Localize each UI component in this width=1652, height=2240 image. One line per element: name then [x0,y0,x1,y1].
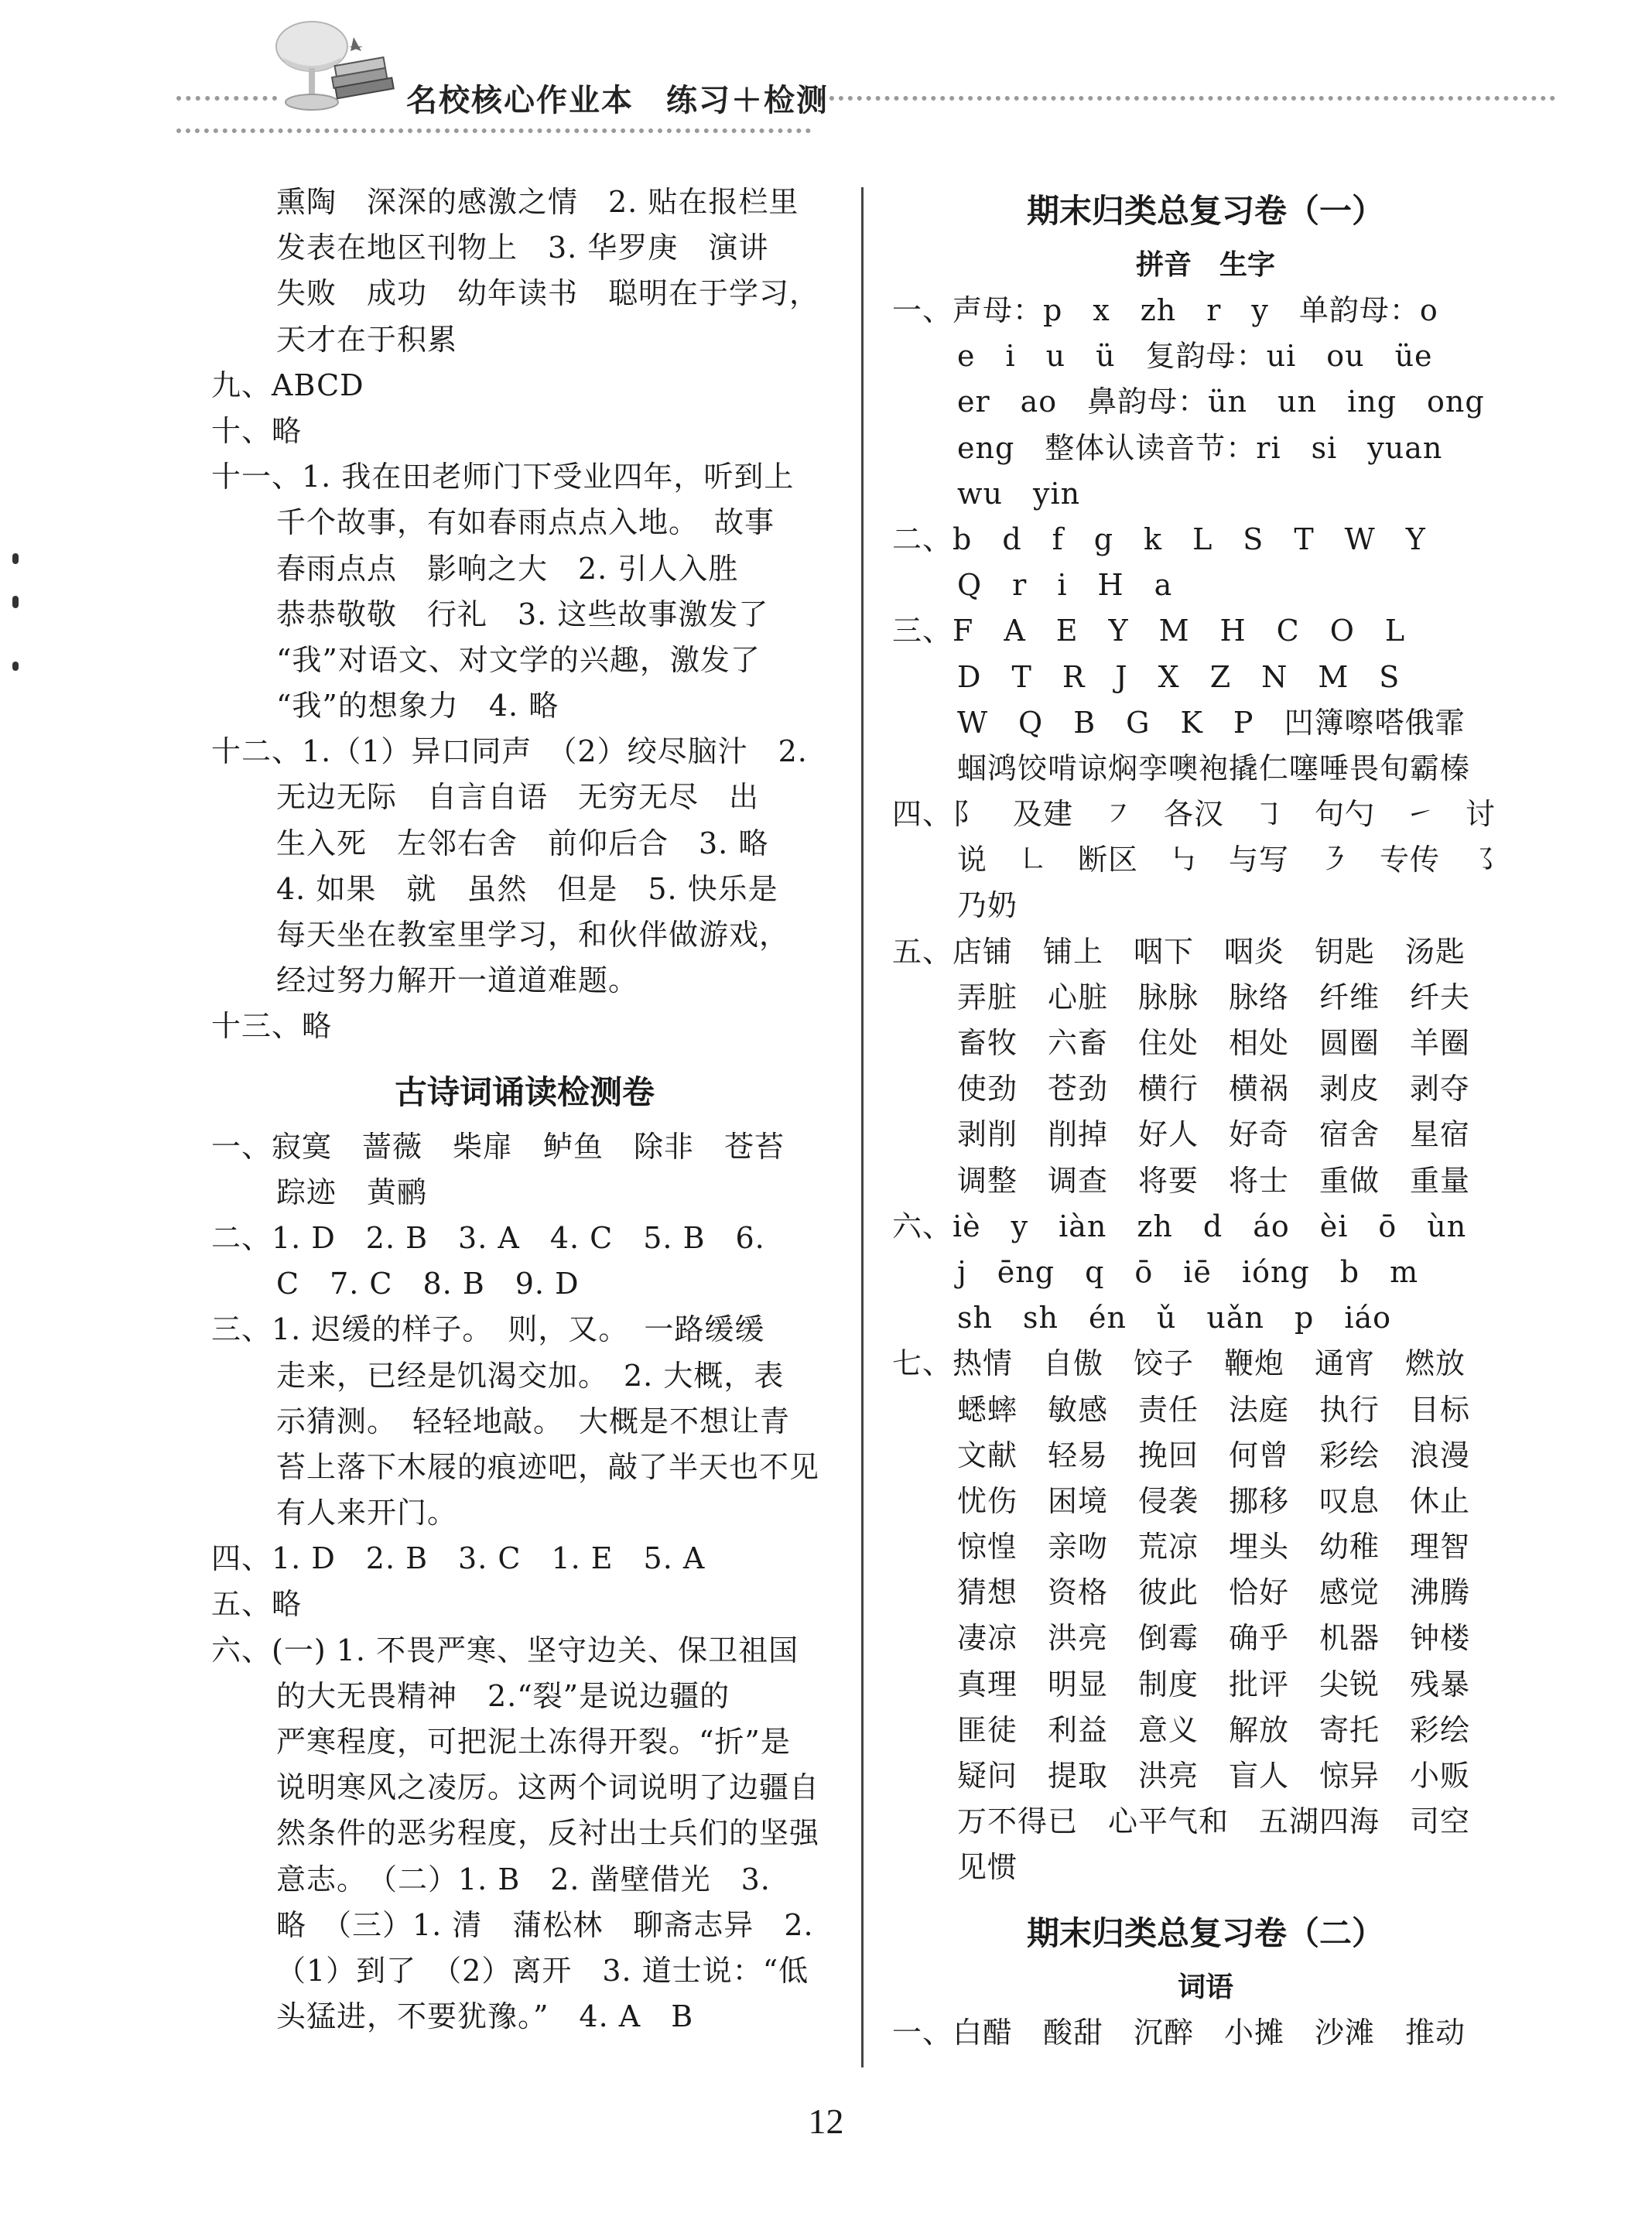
answer-line: 文献 轻易 挽回 何曾 彩绘 浪漫 [957,1438,1471,1472]
right-column [892,180,1519,2056]
answer-line: 略 （三）1. 清 蒲松林 聊斋志异 2. [276,1907,814,1942]
header-title: 名校核心作业本 练习＋检测 [406,83,829,118]
answer-line: 二、1. D 2. B 3. A 4. C 5. B 6. [211,1220,765,1255]
answer-line: 意志。 （二）1. B 2. 凿壁借光 3. [276,1862,771,1896]
answer-line: 惊惶 亲吻 荒凉 埋头 幼稚 理智 [957,1530,1471,1565]
section-title: 古诗词诵读检测卷 [394,1072,655,1111]
answer-line: 六、(一) 1. 不畏严寒、坚守边关、保卫祖国 [211,1633,799,1667]
answer-line: 四、1. D 2. B 3. C 1. E 5. A [211,1541,706,1576]
header-dotted-rule-right [820,96,1555,101]
answer-line: 使劲 苍劲 横行 横祸 剥皮 剥夺 [957,1072,1471,1106]
answer-line: 示猜测。 轻轻地敲。 大概是不想让青 [276,1404,791,1438]
answer-line: 头猛进，不要犹豫。” 4. A B [276,1999,694,2034]
answer-line: 生入死 左邻右舍 前仰后合 3. 略 [276,826,769,860]
answer-line: 六、iè y iàn zh d áo èi ō ùn [892,1209,1467,1243]
answer-line: 走来，已经是饥渴交加。 2. 大概，表 [276,1358,785,1393]
answer-line: 千个故事，有如春雨点点入地。 故事 [276,505,775,540]
answer-line: 九、ABCD [211,368,364,402]
header-dotted-rule-left [176,96,277,101]
header-dotted-rule-lower [176,128,811,133]
answer-line: 三、1. 迟缓的样子。 则，又。 一路缓缓 [211,1312,765,1347]
answer-line: 经过努力解开一道道难题。 [276,963,639,998]
answer-line: Q r i H a [957,568,1173,603]
answer-line: 十三、略 [211,1009,333,1044]
answer-line: e i u ü 复韵母：ui ou üe [957,339,1433,374]
answer-line: 无边无际 自言自语 无穷无尽 出 [276,780,760,815]
page-number: 12 [808,2101,844,2141]
answer-line: 忧伤 困境 侵袭 挪移 叹息 休止 [957,1483,1471,1518]
answer-line: 蝈鸿饺啃谅焖孪噢袍撬仁噻唾畏旬霸榛 [957,751,1471,785]
section-subtitle: 拼音 生字 [1135,249,1275,281]
answer-line: 真理 明显 制度 批评 尖锐 残暴 [957,1667,1471,1701]
answer-line: 五、略 [211,1587,303,1622]
answer-line: C 7. C 8. B 9. D [276,1267,580,1301]
answer-line: （1）到了 （2）离开 3. 道士说：“低 [276,1953,809,1988]
answer-line: 万不得已 心平气和 五湖四海 司空 [957,1804,1471,1839]
answer-line: 天才在于积累 [276,322,458,357]
answer-line: 一、声母：p x zh r y 单韵母：o [892,293,1438,327]
answer-line: 的大无畏精神 2.“裂”是说边疆的 [276,1678,730,1713]
page-header [0,0,1652,155]
answer-line: 四、阝 及建 ㇇ 各汉 ㇆ 句勺 ㇀ 讨 [892,797,1496,832]
column-divider [861,187,864,2067]
answer-line: 三、F A E Y M H C O L [892,614,1406,648]
answer-line: 十一、1. 我在田老师门下受业四年，听到上 [211,460,795,494]
answer-line: 十二、1.（1）异口同声 （2）绞尽脑汁 2. [211,734,808,769]
section-title: 期末归类总复习卷（一） [1026,192,1384,230]
answer-line: 七、热情 自傲 饺子 鞭炮 通宵 燃放 [892,1346,1466,1381]
answer-line: 严寒程度，可把泥土冻得开裂。“折”是 [276,1725,791,1759]
answer-line: wu yin [957,476,1081,511]
margin-mark [12,553,19,564]
answer-line: 春雨点点 影响之大 2. 引人入胜 [276,551,739,586]
section-title: 期末归类总复习卷（二） [1026,1913,1384,1952]
answer-line: 每天坐在教室里学习，和伙伴做游戏， [276,918,790,952]
margin-mark [12,596,19,608]
answer-line: W Q B G K P 凹簿嚓嗒俄霏 [957,705,1466,740]
answer-line: 恭恭敬敬 行礼 3. 这些故事激发了 [276,597,769,631]
answer-line: 然条件的恶劣程度，反衬出士兵们的坚强 [276,1816,820,1851]
answer-line: 五、店铺 铺上 咽下 咽炎 钥匙 汤匙 [892,934,1466,969]
answer-line: 有人来开门。 [276,1496,458,1530]
answer-line: 凄凉 洪亮 倒霉 确乎 机器 钟楼 [957,1621,1471,1656]
answer-line: 失败 成功 幼年读书 聪明在于学习， [276,276,820,311]
answer-line: 疑问 提取 洪亮 盲人 惊异 小贩 [957,1759,1471,1793]
answer-line: 十、略 [211,413,303,448]
answer-line: er ao 鼻韵母：ün un ing ong [957,385,1485,419]
answer-line: “我”的想象力 4. 略 [276,689,559,723]
section-subtitle: 词语 [1177,1971,1233,2003]
answer-line: 剥削 削掉 好人 好奇 宿舍 星宿 [957,1117,1471,1152]
lamp-books-logo [267,17,398,118]
answer-line: 调整 调查 将要 将士 重做 重量 [957,1163,1471,1198]
answer-line: 4. 如果 就 虽然 但是 5. 快乐是 [276,871,778,906]
answer-line: sh sh én ǔ uǎn p iáo [957,1301,1391,1335]
answer-line: 畜牧 六畜 住处 相处 圆圈 羊圈 [957,1026,1471,1060]
answer-line: 匪徒 利益 意义 解放 寄托 彩绘 [957,1712,1471,1747]
answer-line: j ēng q ō iē ióng b m [957,1254,1419,1289]
answer-line: 乃奶 [957,888,1018,923]
answer-line: 一、寂寞 蔷薇 柴扉 鲈鱼 除非 苍苔 [211,1129,785,1164]
answer-line: 弄脏 心脏 脉脉 脉络 纤维 纤夫 [957,980,1471,1014]
answer-line: “我”对语文、对文学的兴趣，激发了 [276,642,761,677]
margin-mark [12,662,19,671]
answer-line: 苔上落下木屐的痕迹吧，敲了半天也不见 [276,1449,820,1484]
answer-line: 猜想 资格 彼此 恰好 感觉 沸腾 [957,1575,1471,1610]
answer-line: D T R J X Z N M S [957,659,1401,694]
answer-line: 一、白醋 酸甜 沉醉 小摊 沙滩 推动 [892,2015,1466,2050]
answer-line: 踪迹 黄鹂 [276,1175,428,1209]
answer-line: 见惯 [957,1850,1018,1885]
answer-line: 二、b d f g k L S T W Y [892,522,1426,556]
left-column [211,180,838,2040]
answer-line: eng 整体认读音节：ri si yuan [957,430,1443,465]
answer-line: 说明寒风之凌厉。这两个词说明了边疆自 [276,1770,820,1805]
answer-line: 说 ㇗ 断区 ㇉ 与写 ㇋ 专传 ㇌ [957,843,1501,877]
answer-line: 蟋蟀 敏感 责任 法庭 执行 目标 [957,1392,1471,1427]
answer-line: 熏陶 深深的感激之情 2. 贴在报栏里 [276,185,799,219]
answer-line: 发表在地区刊物上 3. 华罗庚 演讲 [276,231,769,265]
